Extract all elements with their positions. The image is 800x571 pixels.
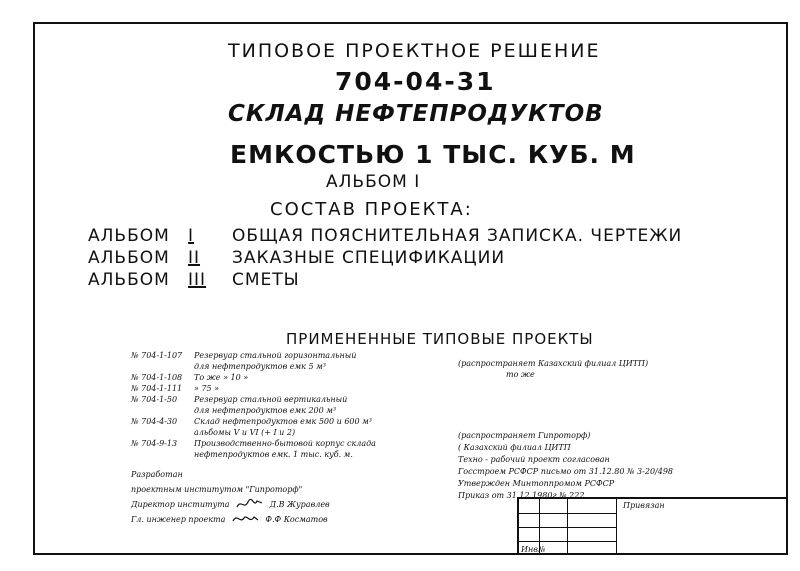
- developer-heading: Разработан: [131, 470, 183, 479]
- engineer-signature: [231, 515, 259, 525]
- project-text: для нефтепродуктов емк 5 м³: [194, 362, 326, 371]
- album-text: ЗАКАЗНЫЕ СПЕЦИФИКАЦИИ: [232, 248, 506, 268]
- project-text: Производственно-бытовой корпус склада: [194, 439, 376, 448]
- project-row: [131, 394, 376, 405]
- composition-heading: СОСТАВ ПРОЕКТА:: [270, 199, 473, 220]
- album-number: I: [188, 226, 195, 246]
- album-label: АЛЬБОМ: [88, 270, 170, 290]
- approval-line: Госстроем РСФСР письмо от 31.12.80 № 3-20/498: [458, 467, 673, 476]
- approval-line: (распространяет Гипроторф): [458, 431, 591, 440]
- project-code: 704-04-31: [335, 67, 496, 96]
- applied-projects-list: [131, 350, 376, 460]
- approval-line: Техно - рабочий проект согласован: [458, 455, 610, 464]
- current-album: АЛЬБОМ I: [326, 172, 421, 192]
- album-row: [88, 248, 682, 270]
- director-signature: [236, 500, 264, 510]
- project-row: [131, 438, 376, 449]
- project-row: [131, 361, 376, 372]
- project-number: [131, 361, 194, 372]
- title-line-4: ЕМКОСТЬЮ 1 ТЫС. КУБ. М: [230, 140, 636, 169]
- title-line-1: ТИПОВОЕ ПРОЕКТНОЕ РЕШЕНИЕ: [228, 40, 601, 62]
- project-text: для нефтепродуктов емк 200 м³: [194, 406, 337, 415]
- director-name: Д.В Журавлев: [269, 500, 330, 509]
- title-stamp: [517, 497, 788, 555]
- project-text: » 75 »: [194, 384, 220, 393]
- approval-line: Утвержден Минтоппромом РСФСР: [458, 479, 615, 488]
- albums-list: [88, 226, 682, 292]
- project-row: [131, 383, 376, 394]
- project-row: [131, 449, 376, 460]
- project-text: Склад нефтепродуктов емк 500 и 600 м³: [194, 417, 372, 426]
- stamp-inventory-label: Инв№: [521, 545, 546, 554]
- project-row: [131, 427, 376, 438]
- stamp-divider: [616, 499, 617, 555]
- project-number: [131, 427, 194, 438]
- project-number: № 704-1-107: [131, 351, 183, 360]
- project-number: [131, 449, 194, 460]
- director-role: Директор института: [131, 500, 230, 509]
- project-text: нефтепродуктов емк. 1 тыс. куб. м.: [194, 450, 353, 459]
- engineer-name: Ф.Ф Косматов: [265, 515, 328, 524]
- title-line-3: СКЛАД НЕФТЕПРОДУКТОВ: [228, 101, 604, 127]
- director-row: [131, 497, 330, 512]
- project-number: [131, 405, 194, 416]
- developer-institute: проектным институтом "Гипроторф": [131, 485, 303, 494]
- stamp-row-line: [519, 513, 616, 514]
- project-text: Резервуар стальной горизонтальный: [194, 351, 357, 360]
- stamp-bound-label: Привязан: [623, 501, 665, 510]
- album-text: СМЕТЫ: [232, 270, 300, 290]
- project-row: [131, 405, 376, 416]
- stamp-row-line: [519, 541, 616, 542]
- engineer-role: Гл. инженер проекта: [131, 515, 226, 524]
- project-number: № 704-1-50: [131, 395, 178, 404]
- project-row: [131, 372, 376, 383]
- project-row: [131, 416, 376, 427]
- project-number: № 704-9-13: [131, 439, 178, 448]
- distribution-note: (распространяет Казахский филиал ЦИТП): [458, 359, 649, 368]
- stamp-row-line: [519, 527, 616, 528]
- applied-projects-heading: ПРИМЕНЕННЫЕ ТИПОВЫЕ ПРОЕКТЫ: [286, 330, 594, 348]
- album-row: [88, 270, 682, 292]
- album-label: АЛЬБОМ: [88, 226, 170, 246]
- project-text: То же » 10 »: [194, 373, 249, 382]
- approval-block: [458, 430, 673, 502]
- album-number: II: [188, 248, 201, 268]
- approval-line: ( Казахский филиал ЦИТП: [458, 443, 571, 452]
- developer-block: [131, 467, 330, 527]
- distribution-notes: [458, 358, 648, 380]
- distribution-note: то же: [506, 370, 535, 379]
- album-label: АЛЬБОМ: [88, 248, 170, 268]
- project-row: [131, 350, 376, 361]
- album-row: [88, 226, 682, 248]
- project-number: № 704-4-30: [131, 417, 178, 426]
- approval-line: Приказ от 31.12.1980г № 222: [458, 491, 585, 500]
- project-text: альбомы V и VI (+ I и 2): [194, 428, 296, 437]
- album-number: III: [188, 270, 207, 290]
- project-number: № 704-1-111: [131, 384, 183, 393]
- project-text: Резервуар стальной вертикальный: [194, 395, 348, 404]
- project-number: № 704-1-108: [131, 373, 183, 382]
- album-text: ОБЩАЯ ПОЯСНИТЕЛЬНАЯ ЗАПИСКА. ЧЕРТЕЖИ: [232, 226, 683, 246]
- engineer-row: [131, 512, 330, 527]
